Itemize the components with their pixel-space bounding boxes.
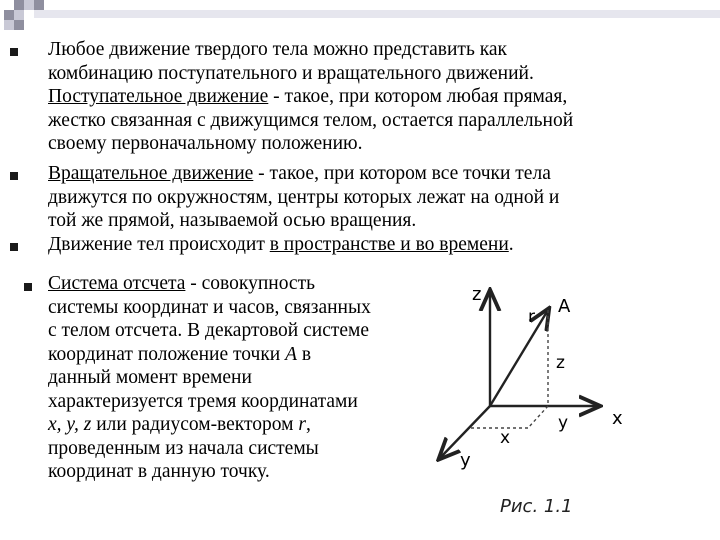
z-projection-label: z bbox=[556, 353, 565, 373]
paragraph-space-time bbox=[48, 233, 514, 257]
text-line: характеризуется тремя координатами bbox=[48, 390, 358, 412]
text-line: своему первоначальному положению. bbox=[48, 133, 363, 154]
y-axis-label: y bbox=[460, 450, 471, 471]
text-fragment: или радиусом-вектором bbox=[91, 414, 299, 435]
text-fragment: - такое, при котором все точки тела bbox=[253, 163, 551, 184]
text-line: комбинацию поступательного и вращательного движений. bbox=[48, 62, 534, 84]
text-line: системы координат и часов, связанных bbox=[48, 296, 371, 318]
text-fragment: . bbox=[508, 234, 514, 255]
paragraph-motion-types bbox=[48, 38, 573, 156]
text-line bbox=[48, 162, 559, 186]
text-fragment: в bbox=[297, 343, 312, 365]
text-line bbox=[48, 85, 573, 109]
text-line: той же прямой, называемой осью вращения. bbox=[48, 210, 417, 231]
paragraph-reference-frame bbox=[48, 272, 448, 484]
coordinate-system-figure bbox=[420, 270, 720, 490]
text-fragment: , bbox=[305, 414, 311, 435]
text-line bbox=[48, 272, 448, 296]
coordinate-variables: x, y, z bbox=[48, 414, 92, 435]
text-line: данный момент времени bbox=[48, 367, 252, 388]
term-translational-motion: Поступательное движение bbox=[48, 86, 269, 107]
y-projection-label: y bbox=[558, 413, 569, 433]
text-line: Любое движение твердого тела можно представить как bbox=[48, 39, 508, 60]
radius-vector-variable: r bbox=[298, 414, 306, 435]
text-line bbox=[48, 343, 448, 367]
text-line bbox=[48, 413, 448, 437]
projection-y bbox=[528, 406, 548, 428]
text-line: движутся по окружностям, центры которых лежат на одной и bbox=[48, 186, 560, 208]
term-space-and-time: в пространстве и во времени bbox=[269, 234, 509, 255]
term-reference-frame: Система отсчета bbox=[48, 273, 186, 294]
bullet-marker-2 bbox=[10, 172, 18, 180]
text-line: координат в данную точку. bbox=[48, 461, 270, 482]
text-line: жестко связанная с движущимся телом, остается параллельной bbox=[48, 109, 574, 131]
radius-vector bbox=[490, 310, 548, 406]
text-line bbox=[48, 233, 514, 257]
text-line: с телом отсчета. В декартовой системе bbox=[48, 320, 370, 341]
figure-caption: Рис. 1.1 bbox=[500, 496, 573, 517]
text-fragment: Движение тел происходит bbox=[48, 234, 270, 255]
bullet-marker-1 bbox=[10, 48, 18, 56]
text-fragment: координат положение точки bbox=[48, 343, 286, 365]
bullet-marker-4 bbox=[24, 283, 32, 291]
point-variable: A bbox=[285, 343, 298, 365]
paragraph-rotational-motion bbox=[48, 162, 559, 233]
term-rotational-motion: Вращательное движение bbox=[48, 163, 254, 184]
text-fragment: - совокупность bbox=[185, 273, 316, 294]
x-projection-label: x bbox=[500, 428, 511, 448]
bullet-marker-3 bbox=[10, 243, 18, 251]
z-axis-label: z bbox=[472, 284, 482, 305]
header-bar bbox=[34, 10, 720, 18]
text-fragment: - такое, при котором любая прямая, bbox=[268, 86, 568, 107]
radius-vector-label: r bbox=[528, 307, 535, 327]
point-a-label: A bbox=[558, 296, 571, 317]
x-axis-label: x bbox=[612, 408, 623, 429]
text-line: проведенным из начала системы bbox=[48, 437, 319, 459]
